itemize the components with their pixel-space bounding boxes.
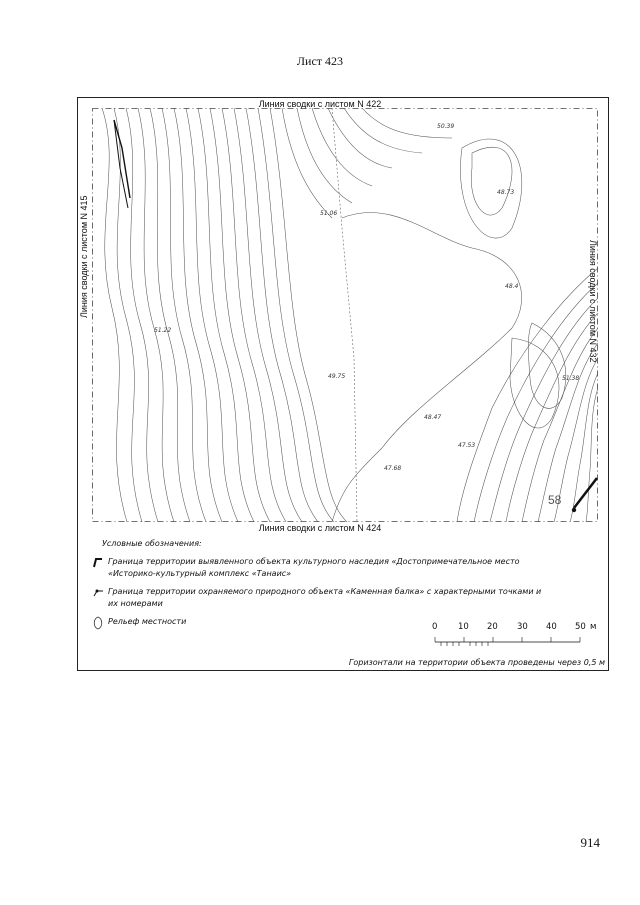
legend-item-text: Граница территории выявленного объекта культурного наследия «Достопримечательное место «Историко-культурный комплекс «Танаис» (108, 557, 520, 578)
scale-label: 40 (546, 622, 557, 632)
page-number: 914 (580, 835, 600, 850)
spot-height-label: 47.53 (458, 442, 476, 449)
heritage-boundary-line-corner (574, 478, 597, 508)
spot-height-label: 48.47 (424, 414, 442, 421)
spot-height-label: 48.4 (505, 283, 519, 290)
point-number-58: 58 (548, 493, 562, 507)
scale-unit: м (590, 622, 597, 632)
spot-height-label: 49.75 (328, 373, 346, 380)
sheet-title: Лист 423 (296, 54, 344, 68)
spot-height-label: 51.06 (320, 210, 338, 217)
legend-title: Условные обозначения: (102, 539, 202, 548)
spot-height-label: 50.39 (437, 123, 455, 130)
scale-label: 0 (432, 622, 438, 632)
legend-item-nature (92, 586, 543, 610)
scale-label: 10 (458, 622, 469, 632)
spot-height-label: 51.22 (154, 327, 172, 334)
heritage-boundary-icon (92, 556, 108, 572)
contour-lines (102, 108, 598, 522)
spot-height-label: 47.68 (384, 465, 402, 472)
scale-bar (430, 622, 600, 650)
topographic-map (92, 108, 598, 522)
scale-label: 20 (487, 622, 498, 632)
scale-label: 30 (517, 622, 528, 632)
nature-boundary-icon (92, 586, 108, 602)
legend-item-text: Рельеф местности (108, 617, 187, 626)
adjacent-sheet-label-bottom: Линия сводки с листом N 424 (258, 523, 382, 533)
dotted-path (332, 108, 357, 522)
relief-icon (92, 616, 108, 634)
spot-height-labels (154, 123, 579, 472)
spot-height-label: 48.73 (497, 189, 515, 196)
adjacent-sheet-label-top: Линия сводки с листом N 422 (258, 99, 382, 109)
spot-height-label: 51.38 (562, 375, 580, 382)
legend-item-text: Граница территории охраняемого природного объекта «Каменная балка» с характерными точками и их номерами (108, 587, 542, 608)
heritage-boundary-line (114, 120, 130, 198)
contour-interval-note: Горизонтали на территории объекта проведены через 0,5 м (348, 658, 605, 667)
legend-item-heritage (92, 556, 543, 580)
scale-label: 50 (575, 622, 586, 632)
adjacent-sheet-label-right: Линия сводки с листом N 432 (588, 240, 598, 363)
scale-ruler (430, 634, 590, 648)
adjacent-sheet-label-left: Линия сводки с листом N 415 (79, 195, 89, 318)
map-boundary-dashed (93, 109, 598, 522)
nature-boundary-line (114, 120, 128, 208)
characteristic-point-58 (572, 508, 576, 512)
